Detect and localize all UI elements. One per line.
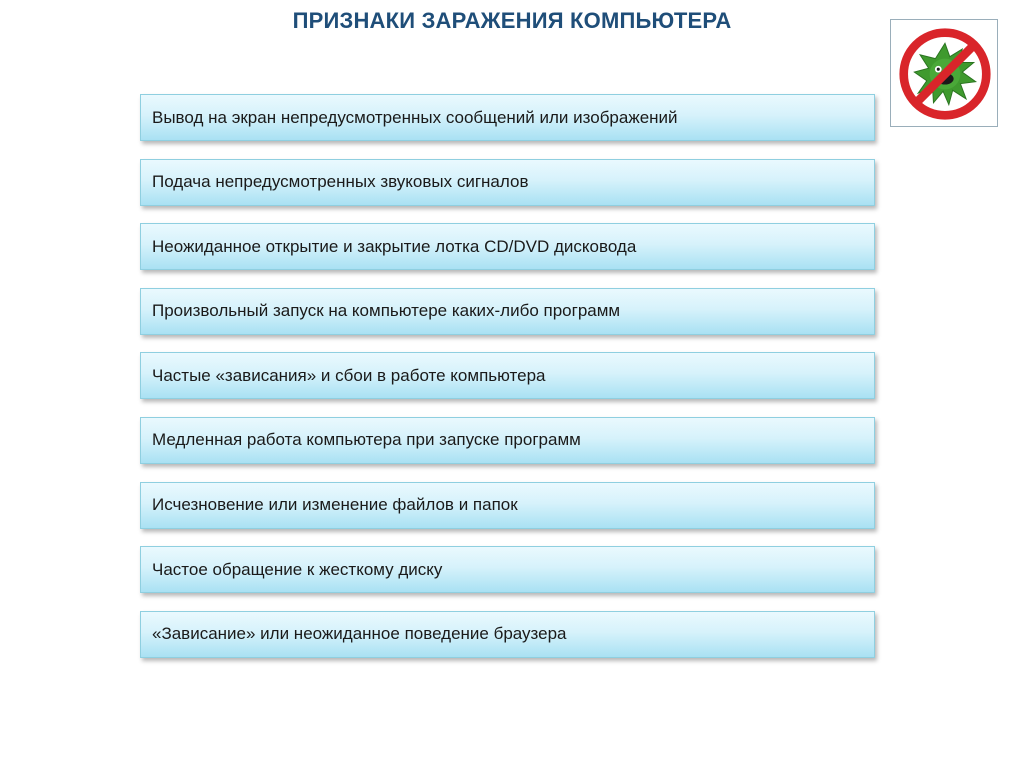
symptom-text: Медленная работа компьютера при запуске программ <box>152 430 581 450</box>
symptom-item <box>140 417 875 464</box>
symptom-text: Произвольный запуск на компьютере каких-либо программ <box>152 301 621 321</box>
no-virus-sign-icon <box>897 26 993 122</box>
symptom-item <box>140 352 875 399</box>
symptom-item <box>140 159 875 206</box>
symptom-item <box>140 223 875 270</box>
symptom-text: Подача непредусмотренных звуковых сигналов <box>152 172 529 192</box>
symptom-text: Вывод на экран непредусмотренных сообщений или изображений <box>152 107 678 127</box>
symptoms-list <box>140 94 875 675</box>
symptom-item <box>140 482 875 529</box>
symptom-text: Неожиданное открытие и закрытие лотка CD/DVD дисковода <box>152 236 637 256</box>
symptom-text: «Зависание» или неожиданное поведение браузера <box>152 624 567 644</box>
symptom-text: Частое обращение к жесткому диску <box>152 559 443 579</box>
symptom-item <box>140 611 875 658</box>
symptom-text: Частые «зависания» и сбои в работе компьютера <box>152 365 546 385</box>
slide-title: ПРИЗНАКИ ЗАРАЖЕНИЯ КОМПЬЮТЕРА <box>292 8 732 33</box>
symptom-item <box>140 546 875 593</box>
symptom-item <box>140 288 875 335</box>
no-virus-sign <box>890 19 998 127</box>
symptom-text: Исчезновение или изменение файлов и папок <box>152 495 518 515</box>
symptom-item <box>140 94 875 141</box>
